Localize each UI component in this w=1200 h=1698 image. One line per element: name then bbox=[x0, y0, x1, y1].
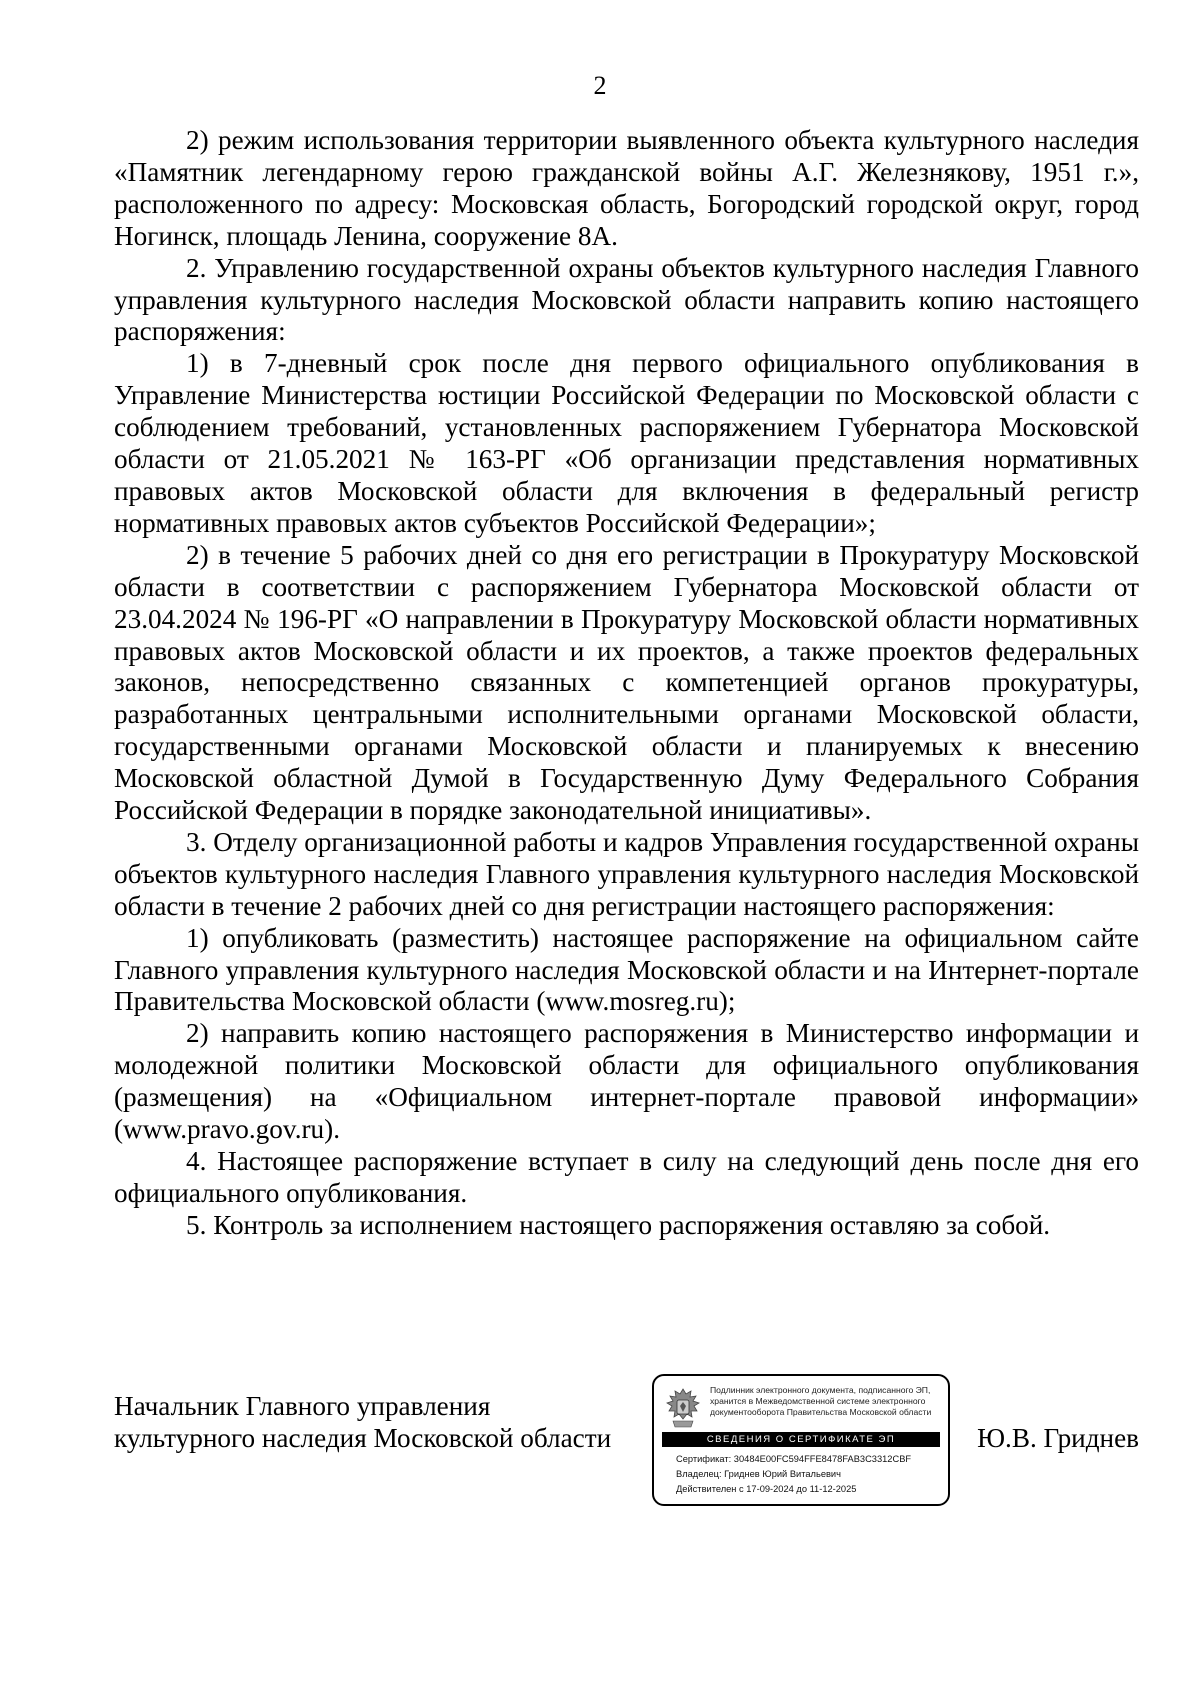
paragraph: 2. Управлению государственной охраны объектов культурного наследия Главного управления культурного наследия Московской области направить копию настоящего распоряжения: bbox=[114, 252, 1139, 347]
certificate-owner: Владелец: Гриднев Юрий Витальевич bbox=[676, 1469, 841, 1479]
signatory-name: Ю.В. Гриднев bbox=[977, 1423, 1139, 1453]
page-number: 2 bbox=[593, 71, 607, 100]
paragraph: 2) в течение 5 рабочих дней со дня его регистрации в Прокуратуру Московской области в соответствии с распоряжением Губернатора Московской области от 23.04.2024 № 196-РГ «О направлении в Прокуратуру Московской области нормативных правовых актов Московской области и их проектов, а также проектов федеральных законов, непосредственно связанных с компетенцией органов прокуратуры, разработанных центральными исполнительными органами Московской области, государственными органами Московской области и планируемых к внесению Московской областной Думой в Государственную Думу Федерального Собрания Российской Федерации в порядке законодательной инициативы». bbox=[114, 539, 1139, 826]
document-body bbox=[114, 125, 1139, 1242]
stamp-note-line: документооборота Правительства Московской области bbox=[710, 1407, 932, 1417]
moscow-oblast-coat-of-arms-icon bbox=[664, 1386, 702, 1430]
signatory-position-line: культурного наследия Московской области bbox=[114, 1423, 612, 1453]
paragraph: 2) направить копию настоящего распоряжения в Министерство информации и молодежной политики Московской области для официального опубликования (размещения) на «Официальном интернет-портале правовой информации» (www.pravo.gov.ru). bbox=[114, 1018, 1139, 1145]
signature-block bbox=[114, 1374, 1139, 1504]
paragraph: 4. Настоящее распоряжение вступает в силу на следующий день после дня его официального опубликования. bbox=[114, 1146, 1139, 1208]
paragraph: 3. Отделу организационной работы и кадров Управления государственной охраны объектов культурного наследия Главного управления культурного наследия Московской области в течение 2 рабочих дней со дня регистрации настоящего распоряжения: bbox=[114, 826, 1139, 921]
stamp-note-line: Подлинник электронного документа, подписанного ЭП, bbox=[710, 1385, 931, 1395]
signatory-position-line: Начальник Главного управления bbox=[114, 1391, 491, 1421]
certificate-details bbox=[676, 1452, 946, 1497]
paragraph: 1) в 7-дневный срок после дня первого официального опубликования в Управление Министерства юстиции Российской Федерации по Московской области с соблюдением требований, установленных распоряжением Губернатора Московской области от 21.05.2021 № 163-РГ «Об организации представления нормативных правовых актов Московской области для включения в федеральный регистр нормативных правовых актов субъектов Российской Федерации»; bbox=[114, 348, 1139, 538]
electronic-signature-stamp bbox=[652, 1374, 950, 1506]
paragraph: 1) опубликовать (разместить) настоящее распоряжение на официальном сайте Главного управления культурного наследия Московской области и на Интернет-портале Правительства Московской области (www.mosreg.ru); bbox=[114, 922, 1139, 1017]
stamp-note bbox=[710, 1385, 946, 1418]
certificate-validity: Действителен с 17-09-2024 до 11-12-2025 bbox=[676, 1484, 857, 1494]
paragraph: 5. Контроль за исполнением настоящего распоряжения оставляю за собой. bbox=[186, 1209, 1051, 1240]
certificate-number: Сертификат: 30484E00FC594FFE8478FAB3C3312CBF bbox=[676, 1454, 912, 1464]
stamp-note-line: хранится в Межведомственной системе электронного bbox=[710, 1396, 926, 1406]
signatory-position bbox=[114, 1390, 611, 1454]
paragraph: 2) режим использования территории выявленного объекта культурного наследия «Памятник легендарному герою гражданской войны А.Г. Железнякову, 1951 г.», расположенного по адресу: Московская область, Богородский городской округ, город Ногинск, площадь Ленина, сооружение 8А. bbox=[114, 125, 1139, 251]
stamp-header: СВЕДЕНИЯ О СЕРТИФИКАТЕ ЭП bbox=[662, 1432, 940, 1447]
